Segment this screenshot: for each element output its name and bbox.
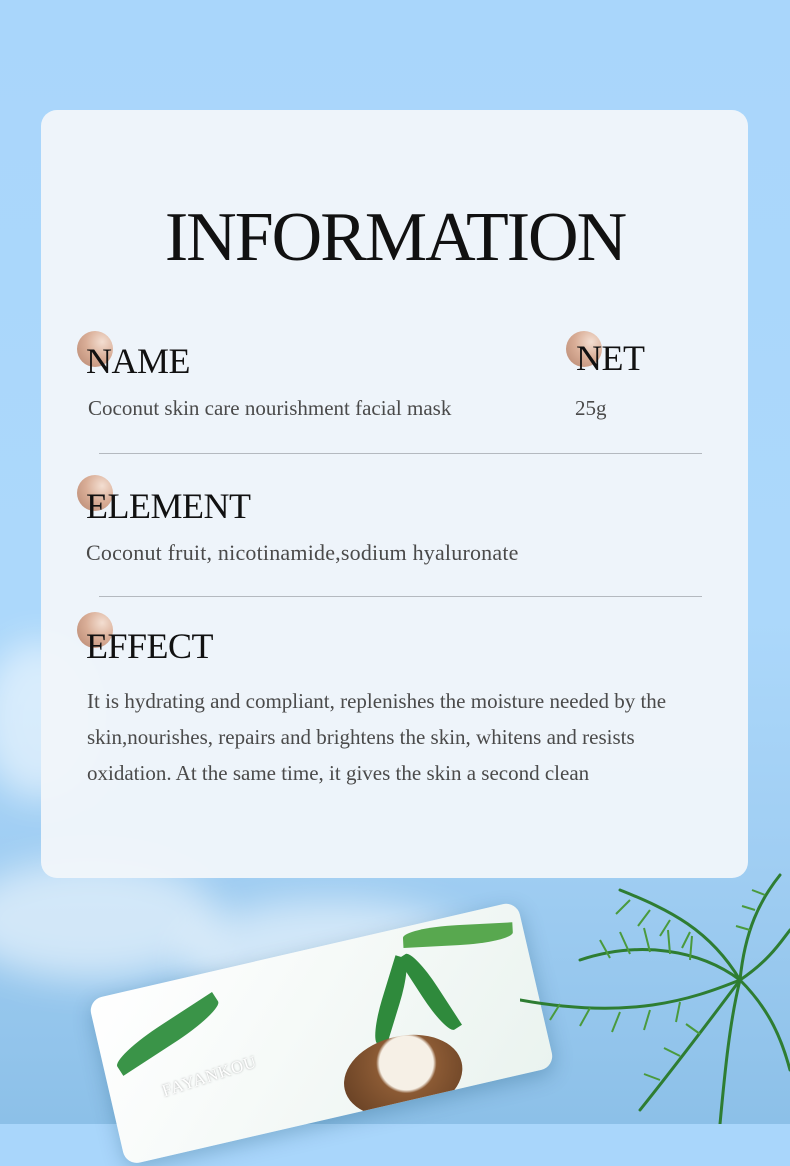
brand-logo: FAYANKOU (159, 1051, 260, 1101)
element-heading: ELEMENT (86, 486, 251, 526)
leaf-decoration (402, 922, 513, 948)
net-heading: NET (576, 338, 645, 378)
divider (99, 596, 702, 597)
name-value: Coconut skin care nourishment facial mask (88, 396, 452, 420)
effect-heading: EFFECT (86, 626, 214, 666)
leaf-decoration (398, 949, 462, 1034)
page-title: INFORMATION (164, 199, 626, 276)
effect-description: It is hydrating and compliant, replenishes the moisture needed by the skin,nourishes, repairs and brightens the skin, whitens and resists oxidation. At the same time, it gives the skin a second clean (87, 689, 667, 785)
element-value: Coconut fruit, nicotinamide,sodium hyaluronate (86, 540, 519, 565)
name-heading: NAME (86, 341, 190, 381)
net-value: 25g (575, 396, 607, 420)
palm-tree-image (520, 870, 790, 1124)
leaf-decoration (111, 992, 224, 1076)
coconut-image (336, 1024, 471, 1129)
divider (99, 453, 702, 454)
